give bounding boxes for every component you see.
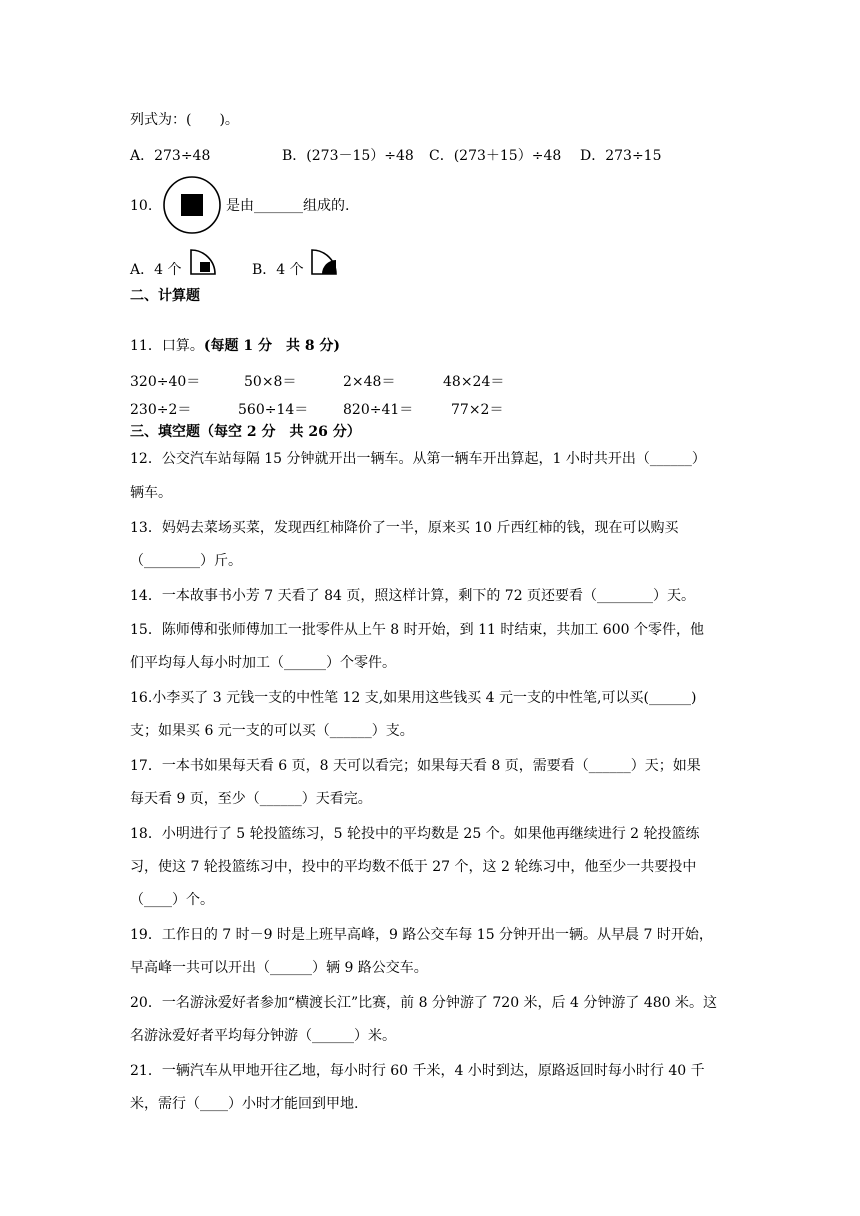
q9-option-a: A．273÷48 bbox=[130, 148, 211, 164]
calc-item: 820÷41＝ bbox=[343, 402, 414, 418]
calc-item: 50×8＝ bbox=[244, 374, 297, 390]
question-line: 13．妈妈去菜场买菜，发现西红柿降价了一半，原来买 10 斤西红柿的钱，现在可以购买 bbox=[130, 520, 679, 536]
question-line: 名游泳爱好者平均每分钟游（______）米。 bbox=[130, 1028, 396, 1044]
q9-option-c: C．(273＋15）÷48 bbox=[429, 148, 562, 164]
question-line: 们平均每人每小时加工（______）个零件。 bbox=[130, 655, 396, 671]
question-line: 18．小明进行了 5 轮投篮练习，5 轮投中的平均数是 25 个。如果他再继续进行 2 轮投篮练 bbox=[130, 826, 700, 842]
calc-item: 560÷14＝ bbox=[238, 402, 309, 418]
question-line: 14．一本故事书小芳 7 天看了 84 页，照这样计算，剩下的 72 页还要看（________）天。 bbox=[130, 588, 696, 604]
q10-option-a: A．4 个 bbox=[130, 262, 182, 278]
question-line: 17．一本书如果每天看 6 页，8 天可以看完；如果每天看 8 页，需要看（______）天；如果 bbox=[130, 758, 701, 774]
calc-item: 48×24＝ bbox=[443, 374, 505, 390]
question-line: （________）斤。 bbox=[130, 553, 242, 569]
q10-text: 是由_______组成的. bbox=[226, 198, 350, 214]
question-line: 辆车。 bbox=[130, 485, 172, 501]
quarter-circle-filled-icon bbox=[310, 248, 342, 276]
question-line: 20．一名游泳爱好者参加“横渡长江”比赛，前 8 分钟游了 720 米，后 4 分钟游了 480 米。这 bbox=[130, 995, 717, 1011]
question-line: 每天看 9 页，至少（______）天看完。 bbox=[130, 791, 372, 807]
q9-option-d: D．273÷15 bbox=[580, 148, 662, 164]
q10-option-b: B．4 个 bbox=[252, 262, 304, 278]
section-title-fill-blank: 三、填空题（每空 2 分 共 26 分） bbox=[130, 424, 361, 440]
q9-prompt: 列式为：( )。 bbox=[130, 112, 239, 128]
q9-option-b: B．(273－15）÷48 bbox=[282, 148, 414, 164]
question-line: 早高峰一共可以开出（______）辆 9 路公交车。 bbox=[130, 960, 428, 976]
circle-square-figure bbox=[160, 176, 226, 234]
question-line: 19．工作日的 7 时－9 时是上班早高峰，9 路公交车每 15 分钟开出一辆。从早晨 7 时开始， bbox=[130, 927, 713, 943]
calc-item: 2×48＝ bbox=[343, 374, 396, 390]
question-line: 习，使这 7 轮投篮练习中，投中的平均数不低于 27 个，这 2 轮练习中，他至少一共要投中 bbox=[130, 859, 697, 875]
calc-item: 77×2＝ bbox=[451, 402, 504, 418]
question-line: 16.小李买了 3 元钱一支的中性笔 12 支,如果用这些钱买 4 元一支的中性笔,可以买(______) bbox=[130, 690, 697, 706]
q11-prompt: 11．口算。 bbox=[130, 338, 204, 354]
quarter-circle-square-icon bbox=[189, 248, 221, 276]
q11-score: (每题 1 分 共 8 分) bbox=[203, 338, 341, 354]
calc-item: 230÷2＝ bbox=[130, 402, 192, 418]
q11-line bbox=[130, 336, 340, 356]
question-line: 15．陈师傅和张师傅加工一批零件从上午 8 时开始，到 11 时结束，共加工 600 个零件，他 bbox=[130, 622, 704, 638]
question-line: 米，需行（____）小时才能回到甲地. bbox=[130, 1096, 359, 1112]
question-line: （____）个。 bbox=[130, 892, 214, 908]
section-title-calculation: 二、计算题 bbox=[130, 288, 200, 304]
question-line: 21．一辆汽车从甲地开往乙地，每小时行 60 千米，4 小时到达，原路返回时每小时行 40 千 bbox=[130, 1063, 705, 1079]
calc-item: 320÷40＝ bbox=[130, 374, 201, 390]
question-line: 支；如果买 6 元一支的可以买（______）支。 bbox=[130, 723, 414, 739]
q10-number: 10. bbox=[130, 198, 153, 214]
question-line: 12．公交汽车站每隔 15 分钟就开出一辆车。从第一辆车开出算起，1 小时共开出（______） bbox=[130, 451, 706, 467]
